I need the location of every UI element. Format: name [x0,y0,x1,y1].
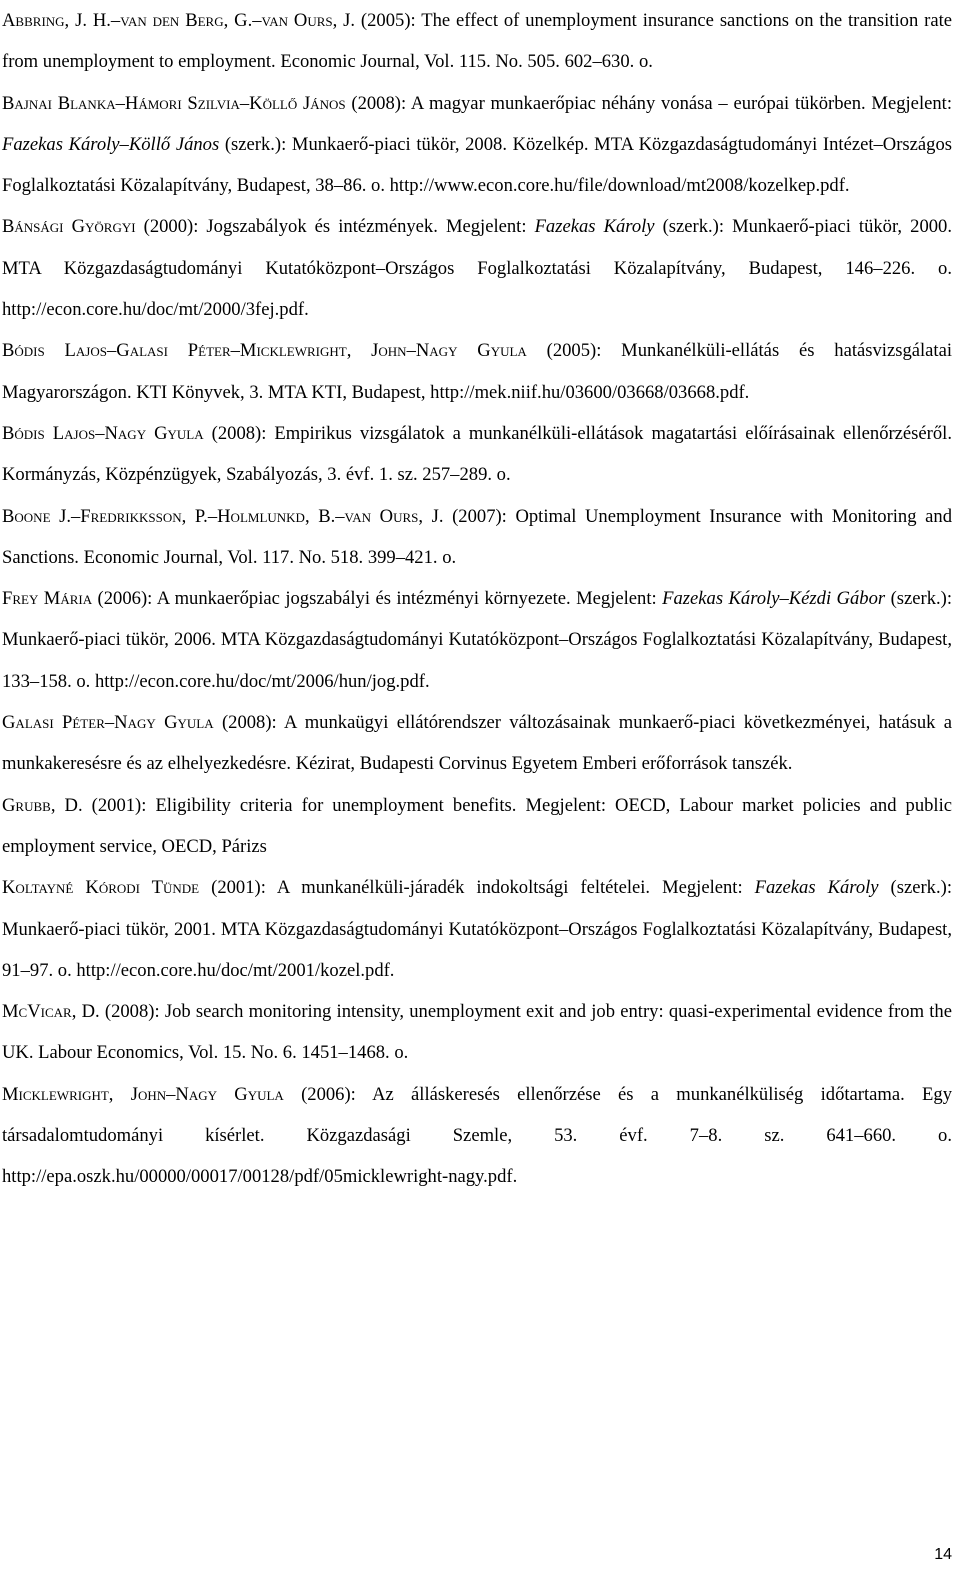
reference-entry [2,702,952,785]
reference-authors: Koltayné Kórodi Tünde [2,877,200,899]
reference-details: (2001): A munkanélküli-járadék indokoltsági feltételei. Megjelent: [199,877,755,899]
reference-details: (szerk.): Munkaerő-piaci tükör, 2000. MTA Közgazdaságtudományi Kutatóközpont–Országos Foglalkoztatási Közalapítvány, Budapest, 146–226. o. http://econ.core.hu/doc/mt/2000/3fej.pdf. [2,216,952,321]
reference-entry [2,867,952,991]
reference-details: (2005): Munkanélküli-ellátás és hatásvizsgálatai Magyarországon. KTI Könyvek, 3. MTA KTI, Budapest, http://mek.niif.hu/03600/03668/03668.pdf. [2,340,952,403]
reference-authors: Frey Mária [2,588,93,610]
reference-details: (szerk.): Munkaerő-piaci tükör, 2008. Közelkép. MTA Közgazdaságtudományi Intézet–Országos Foglalkoztatási Közalapítvány, Budapest, 38–86. o. http://www.econ.core.hu/file/download/mt2008/kozelkep.pdf. [2,133,952,197]
reference-authors: Abbring, J. H.–van den Berg, G.–van Ours, J. [2,10,356,31]
reference-authors: Micklewright, John–Nagy Gyula [2,1083,284,1105]
reference-authors: Bódis Lajos–Nagy Gyula [2,422,204,444]
reference-details: (2006): A munkaerőpiac jogszabályi és intézményi környezete. Megjelent: [92,588,663,610]
reference-editors: Fazekas Károly [754,877,879,899]
reference-list [2,0,952,1198]
reference-authors: Bódis Lajos–Galasi Péter–Micklewright, John–Nagy Gyula [2,340,527,362]
page-number: 14 [934,1546,952,1563]
reference-details: (2005): The effect of unemployment insurance sanctions on the transition rate from unemployment to employment. Economic Journal, Vol. 115. No. 505. 602–630. o. [2,10,952,73]
reference-entry [2,578,952,702]
reference-entry [2,206,952,330]
reference-entry [2,413,952,496]
reference-authors: McVicar, D. [2,1001,100,1023]
reference-authors: Bánsági Györgyi [2,216,136,238]
reference-entry [2,991,952,1074]
reference-entry [2,330,952,413]
reference-details: (2000): Jogszabályok és intézmények. Megjelent: [135,216,535,238]
reference-details: (2007): Optimal Unemployment Insurance with Monitoring and Sanctions. Economic Journal, Vol. 117. No. 518. 399–421. o. [2,505,952,568]
reference-editors: Fazekas Károly [534,216,655,238]
reference-entry [2,496,952,579]
reference-authors: Grubb, D. [2,794,83,816]
reference-entry [2,1074,952,1198]
reference-editors: Fazekas Károly–Köllő János [2,133,220,155]
reference-entry [2,83,952,207]
reference-details: (2008): Job search monitoring intensity, unemployment exit and job entry: quasi-experimental evidence from the UK. Labour Economics, Vol. 15. No. 6. 1451–1468. o. [2,1001,952,1064]
reference-authors: Galasi Péter–Nagy Gyula [2,712,214,734]
reference-entry [2,0,952,83]
reference-details: (2008): Empirikus vizsgálatok a munkanélküli-ellátások magatartási előírásainak ellenőrzéséről. Kormányzás, Közpénzügyek, Szabályozás, 3. évf. 1. sz. 257–289. o. [2,422,952,486]
reference-details: (2006): Az álláskeresés ellenőrzése és a munkanélküliség időtartama. Egy társadalomtudományi kísérlet. Közgazdasági Szemle, 53. évf. 7–8. sz. 641–660. o. http://epa.oszk.hu/00000/00017/00128/pdf/05micklewright-nagy.pdf. [2,1083,952,1188]
reference-authors: Boone J.–Fredrikksson, P.–Holmlunkd, B.–van Ours, J. [2,505,444,527]
reference-details: (2008): A munkaügyi ellátórendszer változásainak munkaerő-piaci következményei, hatásuk a munkakeresésre és az elhelyezkedésre. Kézirat, Budapesti Corvinus Egyetem Emberi erőforrások tanszék. [2,712,952,775]
reference-entry [2,785,952,868]
reference-details: (2008): A magyar munkaerőpiac néhány vonása – európai tükörben. Megjelent: [345,92,952,114]
reference-authors: Bajnai Blanka–Hámori Szilvia–Köllő János [2,92,346,114]
reference-details: (2001): Eligibility criteria for unemployment benefits. Megjelent: OECD, Labour market policies and public employment service, OECD, Párizs [2,794,953,857]
reference-editors: Fazekas Károly–Kézdi Gábor [662,588,886,610]
reference-details: (szerk.): Munkaerő-piaci tükör, 2006. MTA Közgazdaságtudományi Kutatóközpont–Országos Foglalkoztatási Közalapítvány, Budapest, 133–158. o. http://econ.core.hu/doc/mt/2006/hun/jog.pdf. [2,588,953,692]
reference-details: (szerk.): Munkaerő-piaci tükör, 2001. MTA Közgazdaságtudományi Kutatóközpont–Országos Foglalkoztatási Közalapítvány, Budapest, 91–97. o. http://econ.core.hu/doc/mt/2001/kozel.pdf. [2,877,952,981]
